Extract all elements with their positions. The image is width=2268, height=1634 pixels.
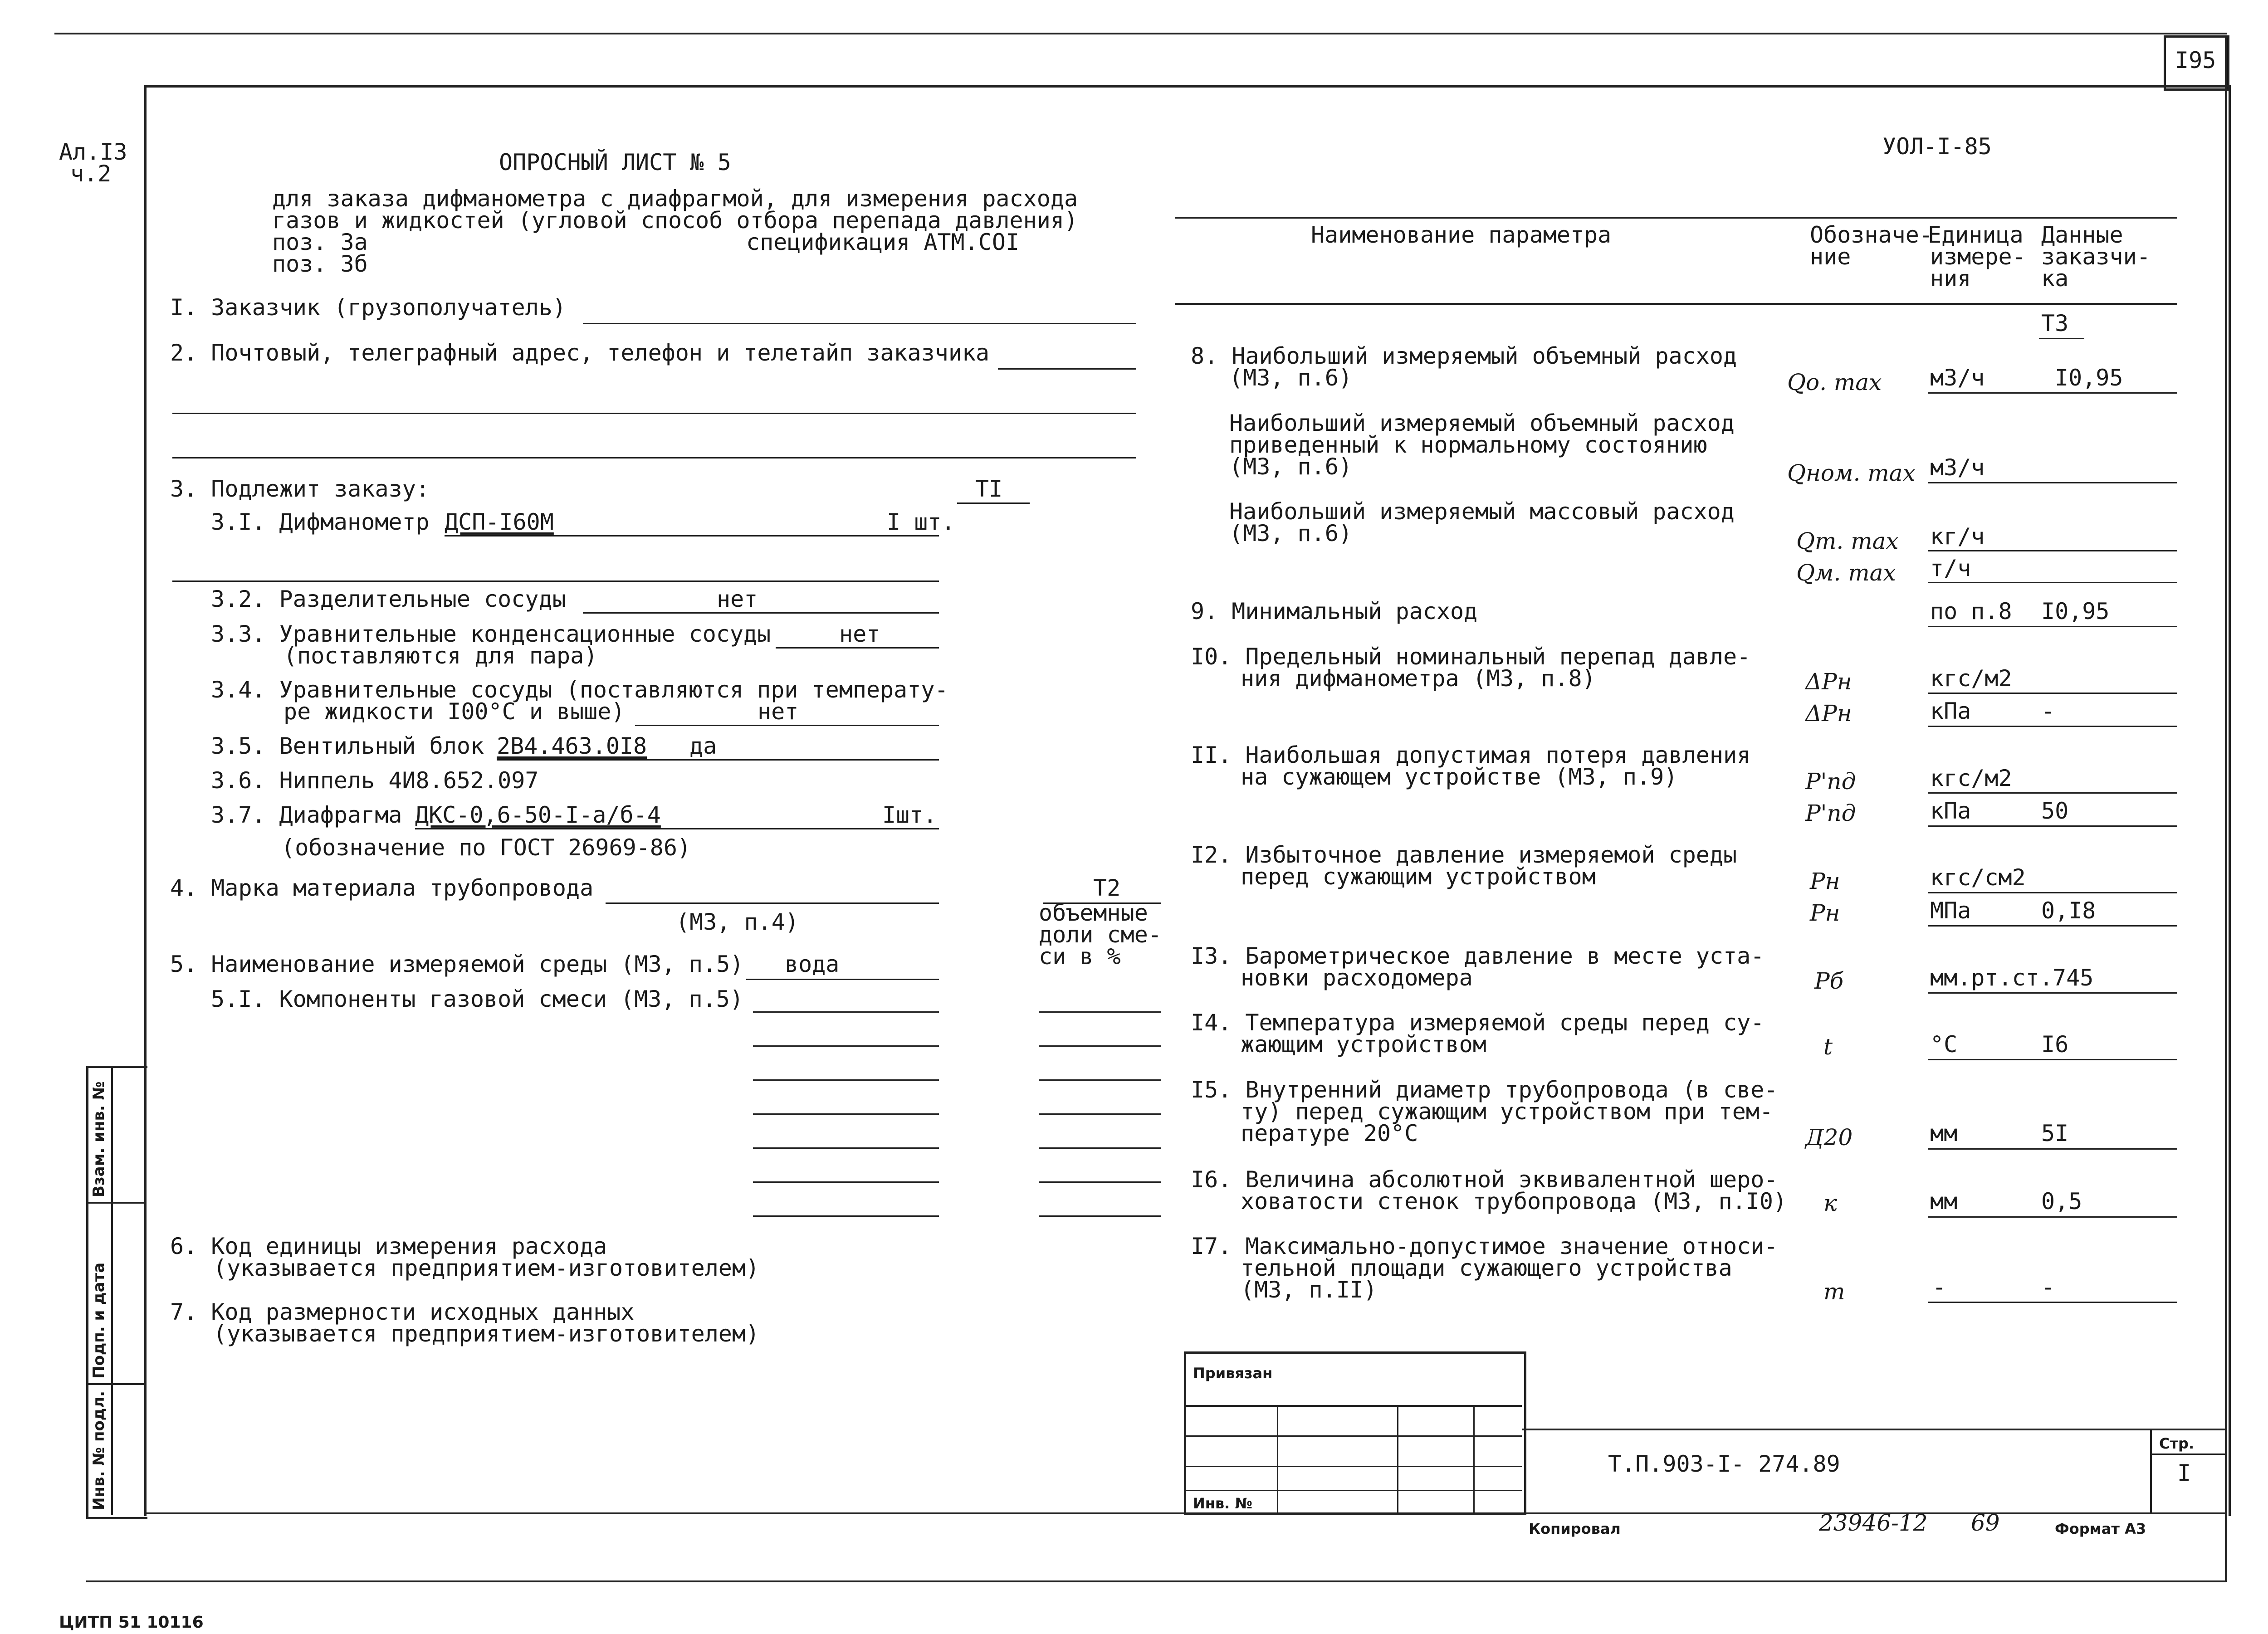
item-5-medium: 5. Наименование измеряемой среды (МЗ, п.5) [170,951,744,977]
attach-col-3 [1473,1405,1475,1512]
sheet-label: Стр. [2159,1435,2195,1452]
item-5-line [746,979,939,980]
item-3-3-note: (поставляются для пара) [284,643,598,669]
attach-col-1 [1277,1405,1278,1512]
comp-line-3b [1039,1079,1161,1081]
r8-line [1928,392,2177,394]
r16-line [1928,1216,2177,1218]
t1-label: TI [975,476,1003,502]
r12-value-2: 0,I8 [2041,897,2096,924]
r9-line [1928,626,2177,627]
titleblock-top [1522,1429,2227,1430]
item-3-4-line1: 3.4. Уравнительные сосуды (поставляются при температу- [211,677,948,703]
item-2-line-a [998,368,1136,370]
side-stamp-inv: Инв. № подл. [90,1390,108,1510]
r12-unit-1: кгс/см2 [1930,864,2026,891]
item-2-line-c [172,457,1136,458]
album-ref-part: ч.2 [70,161,112,187]
r17-line [1928,1302,2177,1303]
r13-value: 745 [2053,965,2094,991]
item-5-value: вода [785,951,840,977]
t2-note-3: си в % [1039,943,1121,970]
side-stamp-sep-1 [86,1202,145,1204]
r11-symbol-2: P'пд [1805,800,1856,826]
r8c-line-2 [1928,582,2177,583]
r8-unit: м3/ч [1930,365,1985,391]
r16-line2: ховатости стенок трубопровода (МЗ, п.I0) [1241,1188,1787,1215]
t3-line [2039,338,2084,339]
header-symbol-2: ние [1810,244,1851,270]
r10-line-1 [1928,693,2177,694]
side-stamp-podp: Подп. и дата [90,1262,108,1379]
r17-line2: тельной площади сужающего устройства [1241,1255,1732,1281]
item-4-line [606,902,939,904]
item-5-1-components: 5.I. Компоненты газовой смеси (МЗ, п.5) [211,986,743,1012]
header-data-3: ка [2041,265,2069,292]
item-3-1-line-b [172,580,939,582]
page-number: I95 [2175,47,2216,73]
item-4-ref: (МЗ, п.4) [676,909,799,935]
item-3-5-value: да [689,733,717,759]
r8c-line-1 [1928,550,2177,551]
sheet-num: I [2177,1460,2191,1486]
header-data-2: заказчи- [2041,244,2151,270]
comp-line-1b [1039,1011,1161,1013]
r17-value: - [2041,1274,2055,1300]
attach-sep-2 [1184,1435,1522,1437]
inv-no-label: Инв. № [1193,1495,1252,1512]
item-1-customer: I. Заказчик (грузополучатель) [170,294,566,321]
doc-code: УОЛ-I-85 [1882,133,1992,160]
r15-line1: I5. Внутренний диаметр трубопровода (в све- [1191,1077,1778,1103]
right-table-header-bottom [1175,303,2177,305]
r8c-unit-1: кг/ч [1930,523,1985,550]
r13-symbol: Pб [1814,968,1844,994]
r15-line [1928,1148,2177,1150]
side-stamp-sep-2 [86,1383,145,1385]
album-ref: Ал.I3 [59,139,127,165]
r10-line1: I0. Предельный номинальный перепад давле- [1191,644,1751,670]
pos-b: поз. 3б [272,251,368,277]
item-7-line1: 7. Код размерности исходных данных [170,1299,635,1325]
r10-unit-1: кгс/м2 [1930,665,2012,692]
t1-line [957,502,1030,504]
item-3-6-nipple: 3.6. Ниппель 4И8.652.097 [211,767,539,794]
header-data-1: Данные [2041,222,2123,248]
r8-line1: 8. Наибольший измеряемый объемный расход [1191,343,1737,369]
r8b-unit: м3/ч [1930,454,1985,481]
r14-unit: °С [1930,1031,1958,1058]
header-unit-1: Единица [1928,222,2024,248]
r8b-symbol: Qном. max [1787,460,1916,486]
t3-label: Т3 [2041,310,2069,337]
item-3-7-line [415,828,939,829]
item-3-2-label: 3.2. Разделительные сосуды [211,586,566,612]
item-3-3-label: 3.3. Уравнительные конденсационные сосуды [211,621,771,647]
comp-line-2b [1039,1045,1161,1047]
r11-line2: на сужающем устройстве (МЗ, п.9) [1241,764,1678,790]
r11-line-2 [1928,825,2177,827]
comp-line-5a [753,1147,939,1149]
r8c-unit-2: т/ч [1930,555,1971,581]
r12-line-1 [1928,892,2177,893]
item-2-line-b [172,413,1136,414]
r16-symbol: к [1823,1190,1837,1216]
hand-page: 69 [1971,1510,2000,1536]
r8c-symbol-1: Qт. max [1796,528,1899,554]
r8c-symbol-2: Qм. max [1796,560,1896,586]
item-4-material: 4. Марка материала трубопровода [170,875,594,901]
item-3-1-label: 3.I. Дифманометр [211,509,430,535]
header-unit-2: измере- [1930,244,2026,270]
r11-value-2: 50 [2041,798,2069,824]
item-3-2-value: нет [717,586,758,612]
spec-ref: спецификация АТМ.СОI [746,229,1020,255]
attach-sep-1 [1184,1405,1522,1407]
r17-line3: (МЗ, п.II) [1241,1277,1378,1303]
r8b-line [1928,482,2177,483]
r8b-line1: Наибольший измеряемый объемный расход [1229,410,1735,436]
comp-line-7a [753,1215,939,1217]
subtitle-line2: газов и жидкостей (угловой способ отбора перепада давления) [272,207,1078,234]
item-3-order: 3. Подлежит заказу: [170,476,430,502]
item-3-7-label: 3.7. Диафрагма [211,802,402,828]
comp-line-4b [1039,1113,1161,1115]
item-3-4-line2: ре жидкости I00°С и выше) [284,698,625,725]
item-3-3-line [776,647,939,649]
r14-line [1928,1059,2177,1060]
comp-line-6a [753,1181,939,1183]
comp-line-7b [1039,1215,1161,1217]
r15-unit: мм [1930,1120,1958,1146]
item-3-4-value: нет [758,698,799,725]
r14-value: I6 [2041,1031,2069,1058]
r16-line1: I6. Величина абсолютной эквивалентной шеро- [1191,1166,1778,1193]
comp-line-5b [1039,1147,1161,1149]
r11-unit-1: кгс/м2 [1930,765,2012,791]
item-3-7-note: (обозначение по ГОСТ 26969-86) [281,834,691,861]
item-6-line2: (указывается предприятием-изготовителем) [213,1255,760,1281]
header-param: Наименование параметра [1311,222,1612,248]
project-code: Т.П.903-I- 274.89 [1608,1451,1840,1477]
item-1-line [583,323,1136,324]
header-unit-3: ния [1930,265,1971,292]
r11-unit-2: кПа [1930,798,1971,824]
r10-unit-2: кПа [1930,698,1971,724]
item-3-5-line [497,759,939,761]
r13-line1: I3. Барометрическое давление в месте уста- [1191,943,1765,969]
r10-line2: ния дифманометра (МЗ, п.8) [1241,665,1596,692]
r14-line2: жающим устройством [1241,1031,1486,1058]
side-stamp-divider [111,1066,113,1515]
r12-line2: перед сужающим устройством [1241,863,1596,890]
item-3-4-line [635,725,939,726]
r16-value: 0,5 [2041,1188,2082,1215]
r11-line1: II. Наибольшая допустимая потеря давления [1191,742,1751,768]
item-7-line2: (указывается предприятием-изготовителем) [213,1321,760,1347]
r15-line2: ту) перед сужающим устройством при тем- [1241,1098,1773,1125]
r14-line1: I4. Температура измеряемой среды перед су- [1191,1010,1765,1036]
r8c-line2: (МЗ, п.6) [1229,520,1352,546]
r9-unit: по п.8 [1930,598,2012,624]
item-3-7-qty: Iшт. [882,802,937,828]
r8-value: I0,95 [2055,365,2123,391]
r10-line-2 [1928,726,2177,727]
r11-symbol-1: P'пд [1805,768,1856,795]
r17-symbol: m [1823,1278,1845,1305]
r14-symbol: t [1823,1034,1833,1060]
copied-label: Копировал [1529,1520,1621,1537]
r17-line1: I7. Максимально-допустимое значение относи- [1191,1233,1778,1259]
r8b-line3: (МЗ, п.6) [1229,454,1352,480]
t2-note-2: доли сме- [1039,922,1162,948]
sheet-box-left [2150,1429,2152,1512]
r12-unit-2: МПа [1930,897,1971,924]
item-2-address: 2. Почтовый, телеграфный адрес, телефон и телетайп заказчика [170,340,990,366]
format-label: Формат А3 [2055,1520,2146,1537]
r8-symbol: Qо. max [1787,369,1882,395]
r12-line1: I2. Избыточное давление измеряемой среды [1191,842,1737,868]
r15-line3: пературе 20°С [1241,1120,1418,1146]
r10-symbol-2: ΔPн [1805,700,1852,727]
r10-symbol-1: ΔPн [1805,668,1852,695]
r9-label: 9. Минимальный расход [1191,598,1478,624]
r8-line2: (МЗ, п.6) [1229,365,1352,391]
r17-unit: - [1932,1274,1946,1300]
r13-unit: мм.рт.ст. [1930,965,2053,991]
attach-sep-3 [1184,1466,1522,1467]
attach-sep-4 [1184,1490,1522,1491]
top-rule [54,33,2227,34]
item-3-2-line [583,612,939,614]
attach-col-2 [1397,1405,1398,1512]
item-3-3-value: нет [839,621,880,647]
r13-line [1928,992,2177,994]
t2-label: Т2 [1093,875,1121,901]
r15-symbol: Д20 [1805,1124,1853,1151]
attached-label: Привязан [1193,1365,1273,1382]
item-3-7-value: ДКС-0,6-50-I-а/б-4 [415,802,661,828]
item-3-1-qty: I шт. [887,509,955,535]
r12-symbol-1: Pн [1810,868,1840,894]
comp-line-1a [753,1011,939,1013]
r13-line2: новки расходомера [1241,965,1473,991]
r15-value: 5I [2041,1120,2069,1146]
frame-right-outer [2225,35,2227,1582]
comp-line-3a [753,1079,939,1081]
r8b-line2: приведенный к нормальному состоянию [1229,432,1707,458]
comp-line-6b [1039,1181,1161,1183]
comp-line-4a [753,1113,939,1115]
footer-code: ЦИТП 51 10116 [59,1613,204,1632]
item-3-1-value: ДСП-I60М [445,509,554,535]
r16-unit: мм [1930,1188,1958,1215]
right-table-top [1175,217,2177,219]
pos-a: поз. 3а [272,229,368,255]
page-title: ОПРОСНЫЙ ЛИСТ № 5 [499,149,731,176]
item-3-5-code: 2В4.463.0I8 [497,733,647,759]
r9-value: I0,95 [2041,598,2110,624]
r12-line-2 [1928,925,2177,927]
header-symbol-1: Обозначе- [1810,222,1933,248]
item-3-1-line [445,535,939,537]
r12-symbol-2: Pн [1810,900,1840,926]
comp-line-2a [753,1045,939,1047]
r10-value-2: - [2041,698,2055,724]
subtitle-line1: для заказа дифманометра с диафрагмой, для измерения расхода [272,185,1078,212]
item-3-5-label: 3.5. Вентильный блок [211,733,484,759]
hand-number: 23946-12 [1819,1510,1928,1536]
r11-line-1 [1928,792,2177,794]
item-6-line1: 6. Код единицы измерения расхода [170,1233,607,1259]
t2-note-1: объемные [1039,900,1148,926]
side-stamp-vzam: Взам. инв. № [90,1081,108,1197]
frame-bottom-outer [86,1580,2226,1582]
r8c-line1: Наибольший измеряемый массовый расход [1229,498,1735,525]
